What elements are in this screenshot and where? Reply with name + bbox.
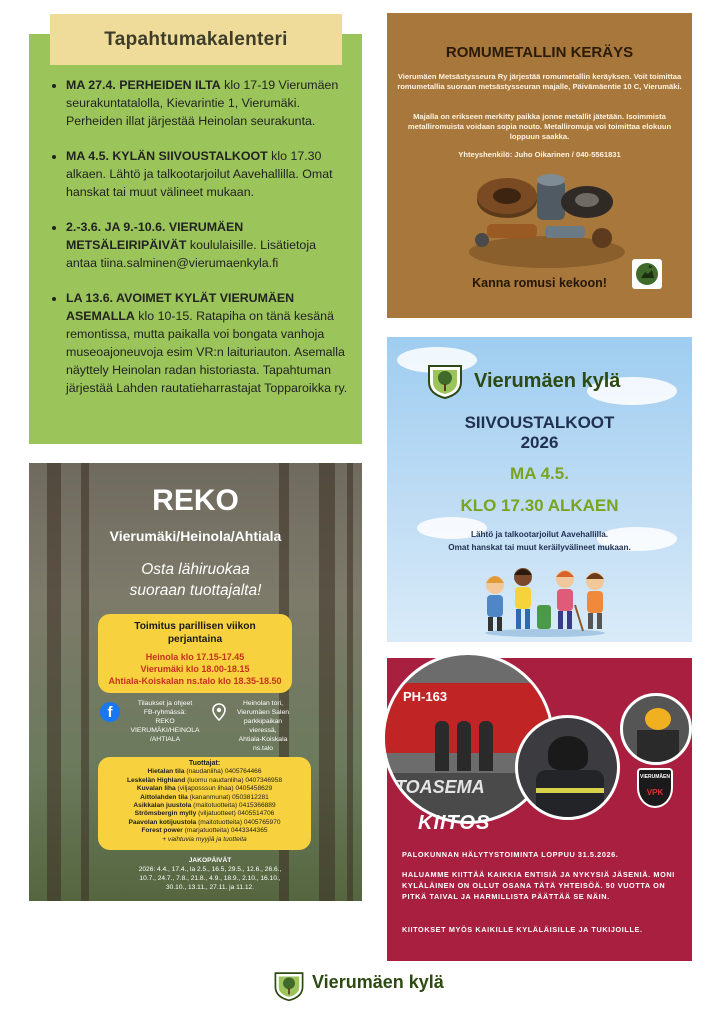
- event-details: koululaisille. Lisätietoja antaa tiina.salminen@vierumaenkyla.fi: [66, 238, 316, 270]
- producer-desc: (marjatuotteita) 0443344365: [182, 827, 268, 835]
- village-shield-icon: [425, 360, 465, 400]
- producer-desc: (naudanliha) 0405764466: [184, 768, 262, 776]
- fb-line: FB-ryhmässä:: [143, 709, 187, 716]
- reko-slogan-line1: Osta lähiruokaa: [141, 561, 250, 578]
- vpk-badge: [637, 768, 673, 808]
- producers-heading: Tuottajat:: [188, 760, 221, 767]
- village-brand: Vierumäen kylä: [474, 370, 621, 392]
- fb-line: VIERUMÄKI/HEINOLA: [130, 727, 200, 734]
- location-line: vieressä,: [249, 727, 277, 734]
- location-line: parkkipaikan: [243, 718, 283, 725]
- producer-row: [98, 768, 311, 776]
- producer-name: Strömsbergin mylly: [134, 810, 197, 818]
- calendar-title: Tapahtumakalenteri: [50, 14, 342, 65]
- producer-name: Hietalan tila: [147, 768, 185, 776]
- producer-name: Asikkalan juustola: [133, 802, 192, 810]
- location-pin-icon: [212, 703, 226, 721]
- delivery-row: Vierumäki klo 18.00-18.15: [140, 664, 250, 674]
- producer-name: Leskelän Highland: [126, 776, 186, 784]
- footer-brand: Vierumäen kylä: [312, 972, 444, 992]
- thanks-paragraph-3: KIITOKSET MYÖS KAIKILLE KYLÄLÄISILLE JA TUKIJOILLE.: [402, 925, 643, 934]
- calendar-event: [66, 147, 348, 201]
- producer-name: Paavolan kotijuustola: [128, 818, 197, 826]
- cleanup-date: MA 4.5.: [510, 464, 569, 483]
- scrap-metal-image: [467, 160, 627, 270]
- cleanup-time: KLO 17.30 ALKAEN: [460, 496, 619, 515]
- producer-name: Kuvalan liha: [136, 785, 176, 793]
- producer-row: [98, 810, 311, 818]
- producer-row: [98, 802, 311, 810]
- fb-line: Tilaukset ja ohjeet: [137, 700, 193, 707]
- calendar-event: [66, 289, 348, 397]
- producer-desc: (viljaposssun lihaa) 0405458629: [175, 785, 273, 793]
- producer-row: [98, 777, 311, 785]
- producers-box: [98, 757, 311, 850]
- delivery-row: Heinola klo 17.15-17.45: [145, 652, 245, 662]
- reko-slogan: [29, 559, 362, 601]
- ground-text: TOASEMA: [395, 777, 485, 797]
- thanks-paragraph-2: HALUAMME KIITTÄÄ KAIKKIA ENTISIÄ JA NYKYSIÄ JÄSENIÄ. MONI KYLÄLÄINEN ON OLLUT OSANA TÄTÄ YHTEISÖÄ. 50 VUOTTA ON PITKÄ TAIVAL JA HARMILLISTA PÄÄTTÄÄ SE NÄIN.: [402, 870, 675, 901]
- rescue-worker-photo: [620, 693, 692, 765]
- event-heading: MA 27.4. PERHEIDEN ILTA: [66, 78, 221, 92]
- dates-heading: JAKOPÄIVÄT: [188, 857, 232, 864]
- location-line: ns.talo: [252, 745, 274, 752]
- delivery-row: Ahtiala-Koiskalan ns.talo klo 18.35-18.50: [108, 676, 282, 686]
- cleanup-info-line2: Omat hanskat tai muut keräilyvälineet mukaan.: [448, 543, 631, 552]
- producer-row: [98, 785, 311, 793]
- thanks-title: KIITOS: [418, 812, 491, 834]
- reko-title: REKO: [152, 484, 239, 517]
- producer-row: [98, 819, 311, 827]
- producer-desc: (luomu naudanliha) 0407346958: [185, 776, 283, 784]
- producers-note: + vaihtuvia myyjiä ja tuotteita: [162, 835, 247, 843]
- hunting-club-logo: [632, 259, 662, 289]
- cleanup-info-line1: Lähtö ja talkootarjoilut Aavehallilla.: [470, 530, 609, 539]
- scrap-title: ROMUMETALLIN KERÄYS: [445, 44, 634, 61]
- producer-row: [98, 827, 311, 835]
- scrap-contact: Yhteyshenkilö: Juho Oikarinen / 040-5561831: [458, 150, 621, 159]
- kids-cleaning-illustration: [475, 555, 615, 637]
- deer-icon: [635, 262, 659, 286]
- fb-line: /AHTIALA: [149, 736, 181, 743]
- fb-line: REKO: [155, 718, 175, 725]
- thanks-paragraph-1: PALOKUNNAN HÄLYTYSTOIMINTA LOPPUU 31.5.2026.: [402, 850, 619, 859]
- delivery-heading-line2: perjantaina: [167, 634, 223, 645]
- scrap-slogan: Kanna romusi kekoon!: [472, 276, 607, 290]
- dates-line: 30.10., 13.11., 27.11. ja 11.12.: [166, 884, 254, 891]
- firefighter-photo: [515, 715, 620, 820]
- badge-bottom-text: VPK: [646, 788, 664, 797]
- cleanup-title-line2: 2026: [520, 433, 559, 452]
- cleanup-title-line1: SIIVOUSTALKOOT: [464, 413, 615, 432]
- delivery-box: [98, 614, 292, 693]
- footer-shield-icon: [272, 968, 306, 1002]
- producer-row: [98, 794, 311, 802]
- calendar-event-list: [48, 76, 348, 414]
- cleanup-info: [397, 528, 682, 554]
- reko-slogan-line2: suoraan tuottajalta!: [129, 582, 262, 599]
- distribution-dates: [110, 856, 310, 892]
- calendar-event: [66, 218, 348, 272]
- truck-number: PH-163: [403, 689, 448, 704]
- facebook-group-info: [120, 699, 210, 744]
- event-details: klo 17.30 alkaen. Lähtö ja talkootarjoilut Aavehallilla. Omat hanskat tai muut välineet mukaan.: [66, 149, 333, 199]
- location-line: Ahtiala-Koiskala: [238, 736, 288, 743]
- dates-line: 2026: 4.4., 17.4., la 2.5., 16.5, 29.5., 12.6., 26.6.,: [138, 866, 282, 873]
- event-details: klo 10-15. Ratapiha on tänä kesänä remontissa, mutta paikalla voi bongata vanhoja museoajoneuvoja esim VR:n laituriauton. Asemalla näyttely Heinolan radan historiasta. Tapahtuman järjestää Lahden rautatieharrastajat Topparoikka ry.: [66, 309, 348, 395]
- event-heading: LA 13.6. AVOIMET KYLÄT VIERUMÄEN ASEMALLA: [66, 291, 295, 323]
- badge-top-text: VIERUMÄEN: [639, 774, 670, 780]
- producer-desc: (maitotuotteita) 0415366889: [191, 802, 276, 810]
- cleanup-title: [387, 413, 692, 453]
- location-line: Heinolan tori,: [242, 700, 284, 707]
- scrap-paragraph-1: Vierumäen Metsästysseura Ry järjestää romumetallin keräyksen. Voit toimittaa romumetallia suoraan metsästysseuran majalle, Päivämäentie 10 C, Vierumäki.: [397, 72, 682, 91]
- event-details: klo 17-19 Vierumäen seurakuntatalolla, Kievarintie 1, Vierumäki. Perheiden illat järjestää Heinolan seurakunta.: [66, 78, 339, 128]
- producer-desc: (maitotuotteita) 0405765970: [196, 818, 281, 826]
- producer-name: Aittolahden tila: [140, 793, 188, 801]
- producer-desc: (viljatuotteet) 0405514706: [196, 810, 275, 818]
- scrap-paragraph-2: Majalla on erikseen merkitty paikka jonne metallit jätetään. Isoimmista metalliromuista voidaan sopia nouto. Metalliromuja voi toimittaa elokuun loppuun saakka.: [407, 112, 672, 141]
- dates-line: 10.7., 24.7., 7.8., 21.8., 4.9., 18.9., 2.10., 16.10.,: [139, 875, 281, 882]
- producer-name: Forest power: [141, 827, 183, 835]
- calendar-event: [66, 76, 348, 130]
- facebook-icon: f: [100, 702, 120, 722]
- delivery-heading-line1: Toimitus parillisen viikon: [134, 621, 256, 632]
- producer-desc: (kananmunat) 0503812281: [187, 793, 269, 801]
- event-heading: MA 4.5. KYLÄN SIIVOUSTALKOOT: [66, 149, 268, 163]
- reko-subtitle: Vierumäki/Heinola/Ahtiala: [109, 528, 282, 544]
- pickup-locations: [228, 699, 298, 753]
- event-heading: 2.-3.6. JA 9.-10.6. VIERUMÄEN METSÄLEIRIPÄIVÄT: [66, 220, 244, 252]
- location-line: Vierumäen Salen: [236, 709, 290, 716]
